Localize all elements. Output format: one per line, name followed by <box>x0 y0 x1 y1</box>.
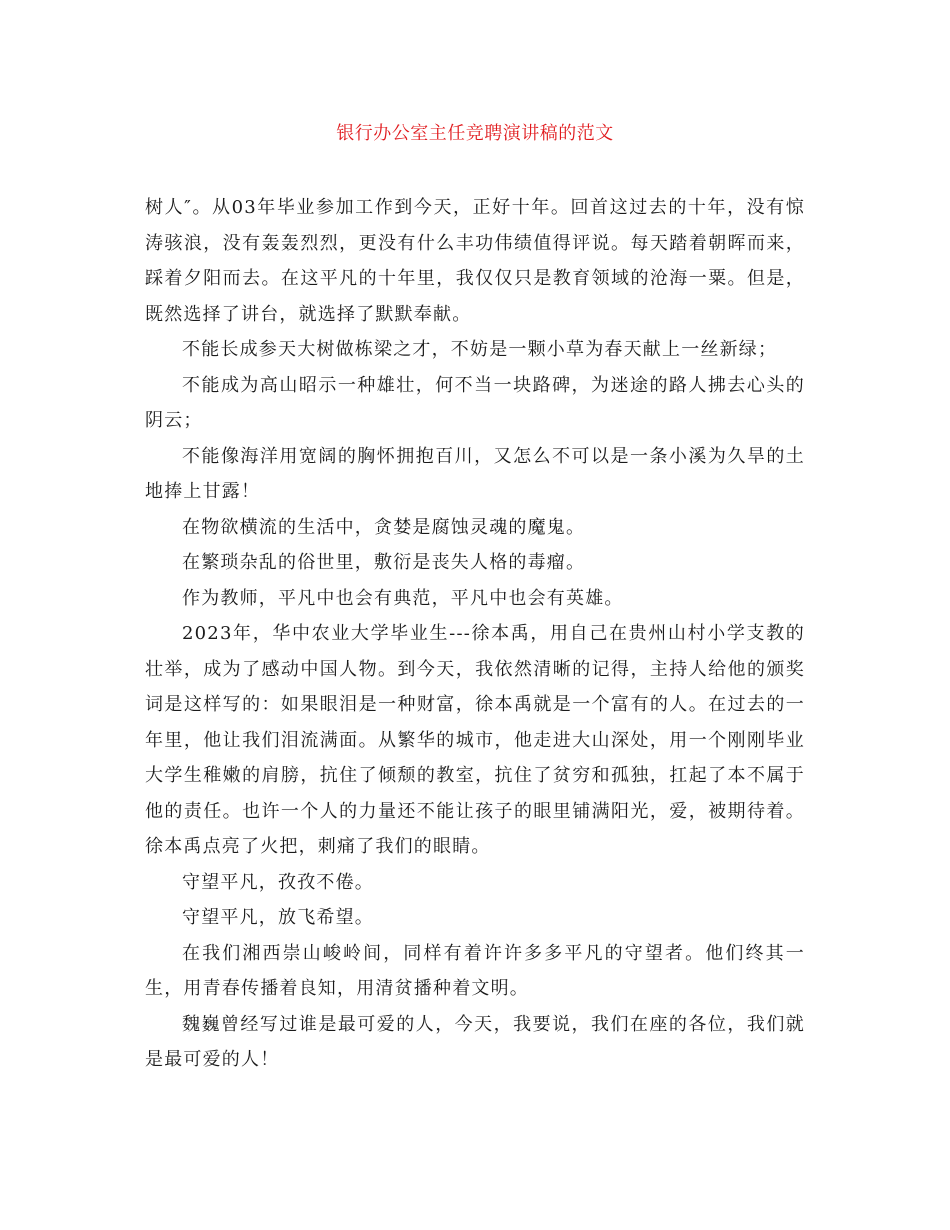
paragraph-3: 不能成为高山昭示一种雄壮，何不当一块路碑，为迷途的路人拂去心头的阴云； <box>145 374 805 431</box>
paragraph-1: 树人″。从03年毕业参加工作到今天，正好十年。回首这过去的十年，没有惊涛骇浪，没有轰轰烈烈，更没有什么丰功伟绩值得评说。每天踏着朝晖而来，踩着夕阳而去。在这平凡的十年里，我仅仅只是教育领域的沧海一粟。但是，既然选择了讲台，就选择了默默奉献。 <box>145 197 805 325</box>
paragraph-10: 守望平凡，放飞希望。 <box>182 907 374 928</box>
document-title: 银行办公室主任竞聘演讲稿的范文 <box>336 123 614 144</box>
paragraph-5: 在物欲横流的生活中，贪婪是腐蚀灵魂的魔鬼。 <box>182 516 586 538</box>
paragraph-12: 魏巍曾经写过谁是最可爱的人，今天，我要说，我们在座的各位，我们就是最可爱的人！ <box>145 1013 805 1070</box>
paragraph-11: 在我们湘西崇山峻岭间，同样有着许许多多平凡的守望者。他们终其一生，用青春传播着良知，用清贫播种着文明。 <box>145 942 805 999</box>
paragraph-7: 作为教师，平凡中也会有典范，平凡中也会有英雄。 <box>182 587 624 609</box>
paragraph-4: 不能像海洋用宽阔的胸怀拥抱百川，又怎么不可以是一条小溪为久旱的土地捧上甘露！ <box>145 445 805 502</box>
paragraph-2: 不能长成参天大树做栋梁之才，不妨是一颗小草为春天献上一丝新绿； <box>182 339 778 360</box>
paragraph-9: 守望平凡，孜孜不倦。 <box>182 871 374 893</box>
paragraph-6: 在繁琐杂乱的俗世里，敷衍是丧失人格的毒瘤。 <box>182 552 586 573</box>
paragraph-8: 2023年，华中农业大学毕业生---徐本禹，用自己在贵州山村小学支教的壮举，成为了感动中国人物。到今天，我依然清晰的记得，主持人给他的颁奖词是这样写的：如果眼泪是一种财富，徐本禹就是一个富有的人。在过去的一年里，他让我们泪流满面。从繁华的城市，他走进大山深处，用一个刚刚毕业大学生稚嫩的肩膀，抗住了倾颓的教室，抗住了贫穷和孤独，扛起了本不属于他的责任。也许一个人的力量还不能让孩子的眼里铺满阳光，爱，被期待着。徐本禹点亮了火把，刺痛了我们的眼睛。 <box>145 623 805 857</box>
document-body <box>145 190 805 1078</box>
